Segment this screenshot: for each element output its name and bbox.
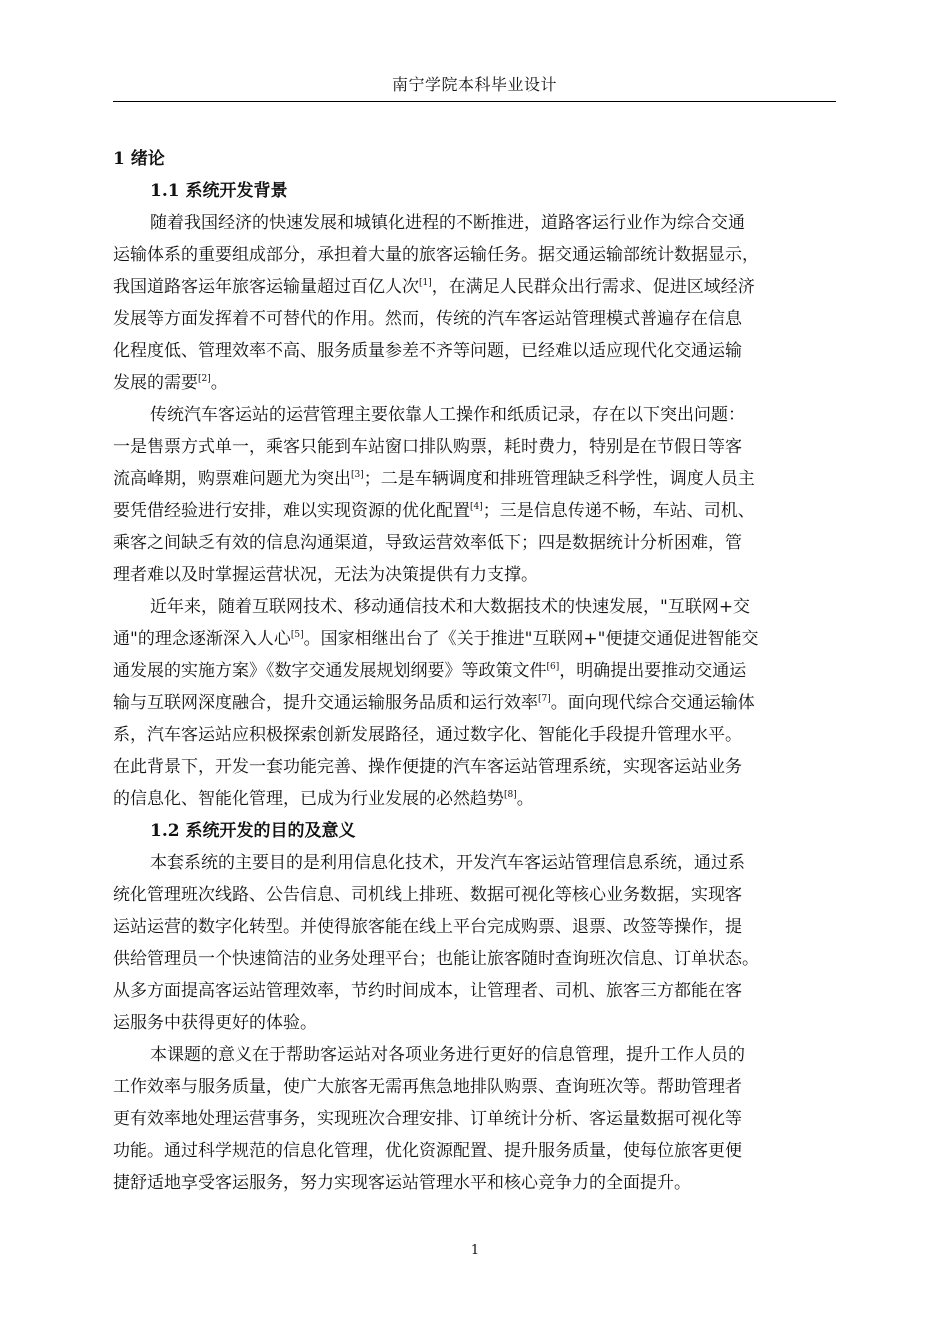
text-line: 运服务中获得更好的体验。 <box>113 1013 317 1033</box>
text-line: 统化管理班次线路、公告信息、司机线上排班、数据可视化等核心业务数据，实现客 <box>113 885 742 905</box>
body-paragraph <box>113 399 836 591</box>
text-line: 在此背景下，开发一套功能完善、操作便捷的汽车客运站管理系统，实现客运站业务 <box>113 757 742 777</box>
text-line: 从多方面提高客运站管理效率，节约时间成本，让管理者、司机、旅客三方都能在客 <box>113 981 742 1001</box>
section-title: 系统开发的目的及意义 <box>185 821 356 841</box>
citation-reference: [8] <box>504 790 517 800</box>
text-line: 本套系统的主要目的是利用信息化技术，开发汽车客运站管理信息系统，通过系 <box>150 853 745 873</box>
text-line: 化程度低、管理效率不高、服务质量参差不齐等问题，已经难以适应现代化交通运输 <box>113 341 742 361</box>
text-line: 运输体系的重要组成部分，承担着大量的旅客运输任务。据交通运输部统计数据显示， <box>113 245 759 265</box>
text-line: 本课题的意义在于帮助客运站对各项业务进行更好的信息管理，提升工作人员的 <box>150 1045 745 1065</box>
text-line: 发展的需要[2]。 <box>113 373 228 393</box>
body-paragraph <box>113 207 836 399</box>
text-line: 供给管理员一个快速简洁的业务处理平台；也能让旅客随时查询班次信息、订单状态。 <box>113 949 759 969</box>
text-line: 乘客之间缺乏有效的信息沟通渠道，导致运营效率低下；四是数据统计分析困难，管 <box>113 533 742 553</box>
section-number: 1.2 <box>150 821 180 841</box>
citation-reference: [7] <box>538 694 551 704</box>
body-paragraph <box>113 847 836 1039</box>
section-heading <box>113 815 836 847</box>
citation-reference: [6] <box>546 662 560 672</box>
chapter-heading <box>113 143 836 175</box>
header-title: 南宁学院本科毕业设计 <box>391 75 557 94</box>
section-heading <box>113 175 836 207</box>
text-line: 捷舒适地享受客运服务，努力实现客运站管理水平和核心竞争力的全面提升。 <box>113 1173 691 1193</box>
text-line: 工作效率与服务质量，使广大旅客无需再焦急地排队购票、查询班次等。帮助管理者 <box>113 1077 742 1097</box>
text-line: 通"的理念逐渐深入人心[5]。国家相继出台了《关于推进"互联网+"便捷交通促进智能交 <box>113 629 759 649</box>
text-line: 我国道路客运年旅客运输量超过百亿人次[1]，在满足人民群众出行需求、促进区域经济 <box>113 277 755 297</box>
sections-container <box>113 175 836 1199</box>
citation-reference: [4] <box>470 502 483 512</box>
citation-reference: [2] <box>198 374 211 384</box>
text-line: 传统汽车客运站的运营管理主要依靠人工操作和纸质记录，存在以下突出问题： <box>150 405 745 425</box>
document-body <box>113 130 836 1199</box>
chapter-number: 1 <box>113 149 125 169</box>
text-line: 理者难以及时掌握运营状况，无法为决策提供有力支撑。 <box>113 565 538 585</box>
text-line: 要凭借经验进行安排，难以实现资源的优化配置[4]；三是信息传递不畅，车站、司机、 <box>113 501 755 521</box>
page-header <box>113 68 836 102</box>
citation-reference: [3] <box>351 470 364 480</box>
page-number: 1 <box>470 1243 480 1258</box>
text-line: 更有效率地处理运营事务，实现班次合理安排、订单统计分析、客运量数据可视化等 <box>113 1109 742 1129</box>
body-paragraph <box>113 1039 836 1199</box>
text-line: 输与互联网深度融合，提升交通运输服务品质和运行效率[7]。面向现代综合交通运输体 <box>113 693 755 713</box>
text-line: 一是售票方式单一，乘客只能到车站窗口排队购票，耗时费力，特别是在节假日等客 <box>113 437 742 457</box>
citation-reference: [1] <box>419 278 432 288</box>
chapter-title: 绪论 <box>130 149 165 169</box>
text-line: 功能。通过科学规范的信息化管理，优化资源配置、提升服务质量，使每位旅客更便 <box>113 1141 742 1161</box>
text-line: 发展等方面发挥着不可替代的作用。然而，传统的汽车客运站管理模式普遍存在信息 <box>113 309 742 329</box>
text-line: 随着我国经济的快速发展和城镇化进程的不断推进，道路客运行业作为综合交通 <box>150 213 745 233</box>
section-number: 1.1 <box>150 181 180 201</box>
text-line: 流高峰期，购票难问题尤为突出[3]；二是车辆调度和排班管理缺乏科学性，调度人员主 <box>113 469 755 489</box>
body-paragraph <box>113 591 836 815</box>
text-line: 运站运营的数字化转型。并使得旅客能在线上平台完成购票、退票、改签等操作，提 <box>113 917 742 937</box>
section-title: 系统开发背景 <box>185 181 288 201</box>
text-line: 系，汽车客运站应积极探索创新发展路径，通过数字化、智能化手段提升管理水平。 <box>113 725 742 745</box>
text-line: 的信息化、智能化管理，已成为行业发展的必然趋势[8]。 <box>113 789 534 809</box>
text-line: 通发展的实施方案》《数字交通发展规划纲要》等政策文件[6]，明确提出要推动交通运 <box>113 661 747 681</box>
text-line: 近年来，随着互联网技术、移动通信技术和大数据技术的快速发展，"互联网+交 <box>150 597 751 617</box>
citation-reference: [5] <box>290 630 304 640</box>
